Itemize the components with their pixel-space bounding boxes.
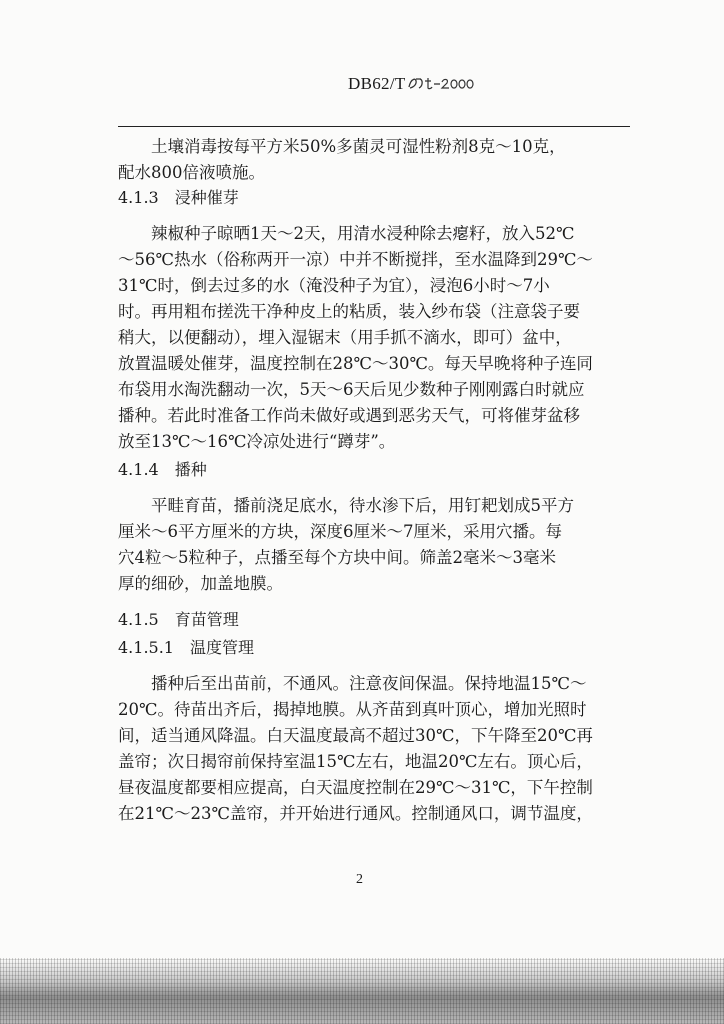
text-line: 布袋用水淘洗翻动一次，5天～6天后见少数种子刚刚露白时就应 bbox=[118, 380, 585, 399]
text-line: 间，适当通风降温。白天温度最高不超过30℃，下午降至20℃再 bbox=[118, 726, 593, 745]
text-line: ～56℃热水（俗称两开一凉）中并不断搅拌，至水温降到29℃～ bbox=[118, 250, 593, 269]
text-line: 稍大，以便翻动），埋入湿锯末（用手抓不滴水，即可）盆中， bbox=[118, 328, 572, 347]
text-line: 播种。若此时准备工作尚未做好或遇到恶劣天气，可将催芽盆移 bbox=[118, 406, 580, 425]
text-line: 31℃时，倒去过多的水（淹没种子为宜），浸泡6小时～7小 bbox=[118, 276, 550, 295]
text-line: 土壤消毒按每平方米50%多菌灵可湿性粉剂8克～10克， bbox=[118, 137, 566, 156]
text-line: 穴4粒～5粒种子，点播至每个方块中间。筛盖2毫米～3毫米 bbox=[118, 548, 556, 567]
text-line: 辣椒种子晾晒1天～2天，用清水浸种除去瘪籽，放入52℃ bbox=[118, 224, 575, 243]
section-heading: 4.1.5 育苗管理 bbox=[118, 610, 239, 629]
standard-number bbox=[348, 74, 479, 94]
section-heading: 4.1.3 浸种催芽 bbox=[118, 188, 239, 207]
text-line: 时。再用粗布搓洗干净种皮上的粘质，装入纱布袋（注意袋子要 bbox=[118, 302, 580, 321]
text-line: 放至13℃～16℃冷凉处进行“蹲芽”。 bbox=[118, 432, 396, 451]
section-heading: 4.1.4 播种 bbox=[118, 460, 207, 479]
text-line: 厚的细砂，加盖地膜。 bbox=[118, 574, 283, 593]
page-number: 2 bbox=[356, 872, 363, 887]
text-line: 20℃。待苗出齐后，揭掉地膜。从齐苗到真叶顶心，增加光照时 bbox=[118, 700, 587, 719]
text-line: 厘米～6平方厘米的方块，深度6厘米～7厘米，采用穴播。每 bbox=[118, 522, 562, 541]
text-line: 平畦育苗，播前浇足底水，待水渗下后，用钉耙划成5平方 bbox=[118, 496, 574, 515]
header-rule bbox=[118, 126, 630, 127]
handwritten-standard-suffix bbox=[407, 75, 479, 91]
text-line: 盖帘；次日揭帘前保持室温15℃左右，地温20℃左右。顶心后， bbox=[118, 752, 593, 771]
text-line: 配水800倍液喷施。 bbox=[118, 163, 265, 182]
subsection-heading: 4.1.5.1 温度管理 bbox=[118, 638, 254, 657]
text-line: 放置温暖处催芽，温度控制在28℃～30℃。每天早晚将种子连同 bbox=[118, 354, 593, 373]
text-line: 在21℃～23℃盖帘，并开始进行通风。控制通风口，调节温度， bbox=[118, 804, 593, 823]
text-line: 播种后至出苗前，不通风。注意夜间保温。保持地温15℃～ bbox=[118, 674, 587, 693]
standard-code: DB62/T bbox=[348, 74, 406, 93]
text-line: 昼夜温度都要相应提高，白天温度控制在29℃～31℃，下午控制 bbox=[118, 778, 593, 797]
scan-noise-strip bbox=[0, 958, 724, 1024]
